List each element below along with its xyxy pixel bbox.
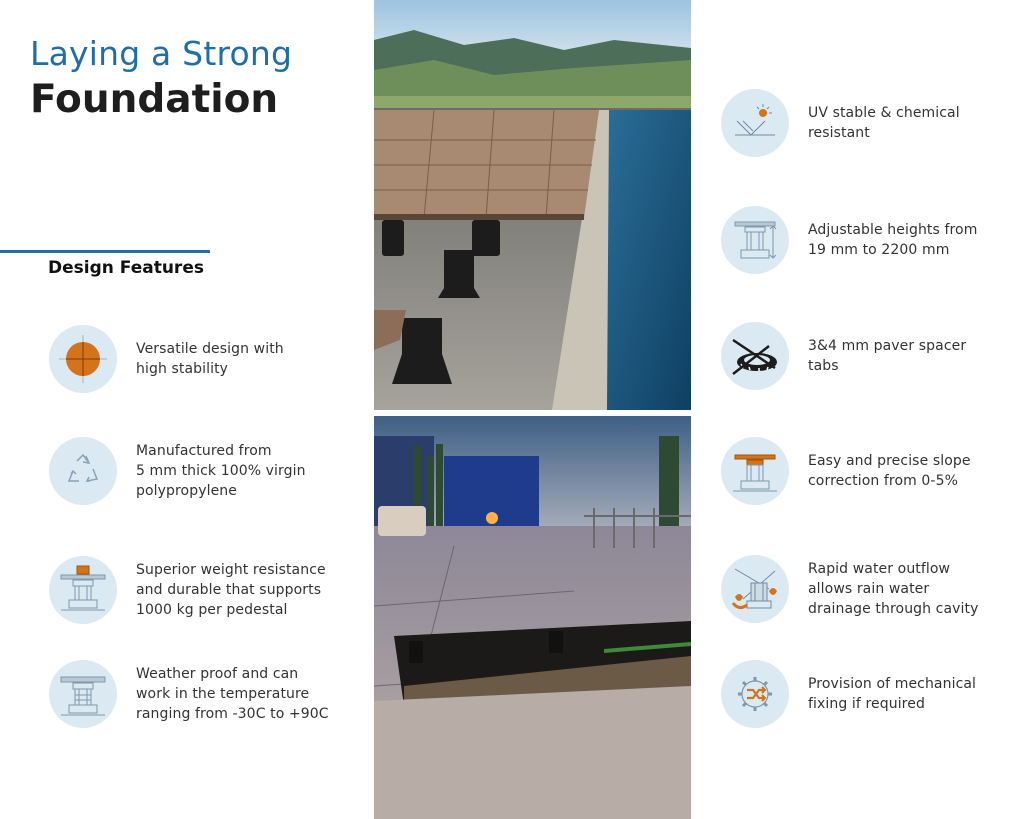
water-outflow-icon [721,555,789,623]
recycle-icon [49,437,117,505]
weather-pedestal-icon [49,660,117,728]
feature-text: Adjustable heights from 19 mm to 2200 mm [808,222,978,258]
feature-text: 3&4 mm paver spacer tabs [808,338,967,374]
mechanical-fixing-icon [721,660,789,728]
feature-text: Provision of mechanical fixing if required [808,676,977,712]
feature-spacer-tabs [721,322,966,390]
feature-text: Manufactured from 5 mm thick 100% virgin polypropylene [136,443,306,499]
pool-deck-pedestals-photo [374,0,691,410]
feature-text: Versatile design with high stability [136,341,284,377]
feature-text: Superior weight resistance and durable that supports 1000 kg per pedestal [136,562,326,618]
feature-text: Rapid water outflow allows rain water drainage through cavity [808,561,979,617]
feature-versatile-design [49,325,284,393]
feature-weight-resistance [49,556,326,624]
adjustable-height-icon [721,206,789,274]
spacer-tab-icon [721,322,789,390]
feature-text: Easy and precise slope correction from 0-5% [808,453,971,489]
feature-slope-correction [721,437,971,505]
slope-correction-icon [721,437,789,505]
feature-adjustable-heights [721,206,977,274]
feature-weather-proof [49,660,329,728]
section-title: Design Features [48,258,204,278]
page-title-line1: Laying a Strong [30,34,293,73]
feature-uv-stable [721,89,960,157]
weight-pedestal-icon [49,556,117,624]
feature-mechanical-fixing [721,660,976,728]
versatile-design-icon [49,325,117,393]
feature-water-outflow [721,555,979,623]
feature-polypropylene [49,437,306,505]
feature-text: Weather proof and can work in the temperature ranging from -30C to +90C [136,666,329,722]
uv-sun-icon [721,89,789,157]
feature-text: UV stable & chemical resistant [808,105,960,141]
section-accent-line [0,250,210,253]
page-title-line2: Foundation [30,77,279,122]
terrace-evening-photo [374,416,691,819]
